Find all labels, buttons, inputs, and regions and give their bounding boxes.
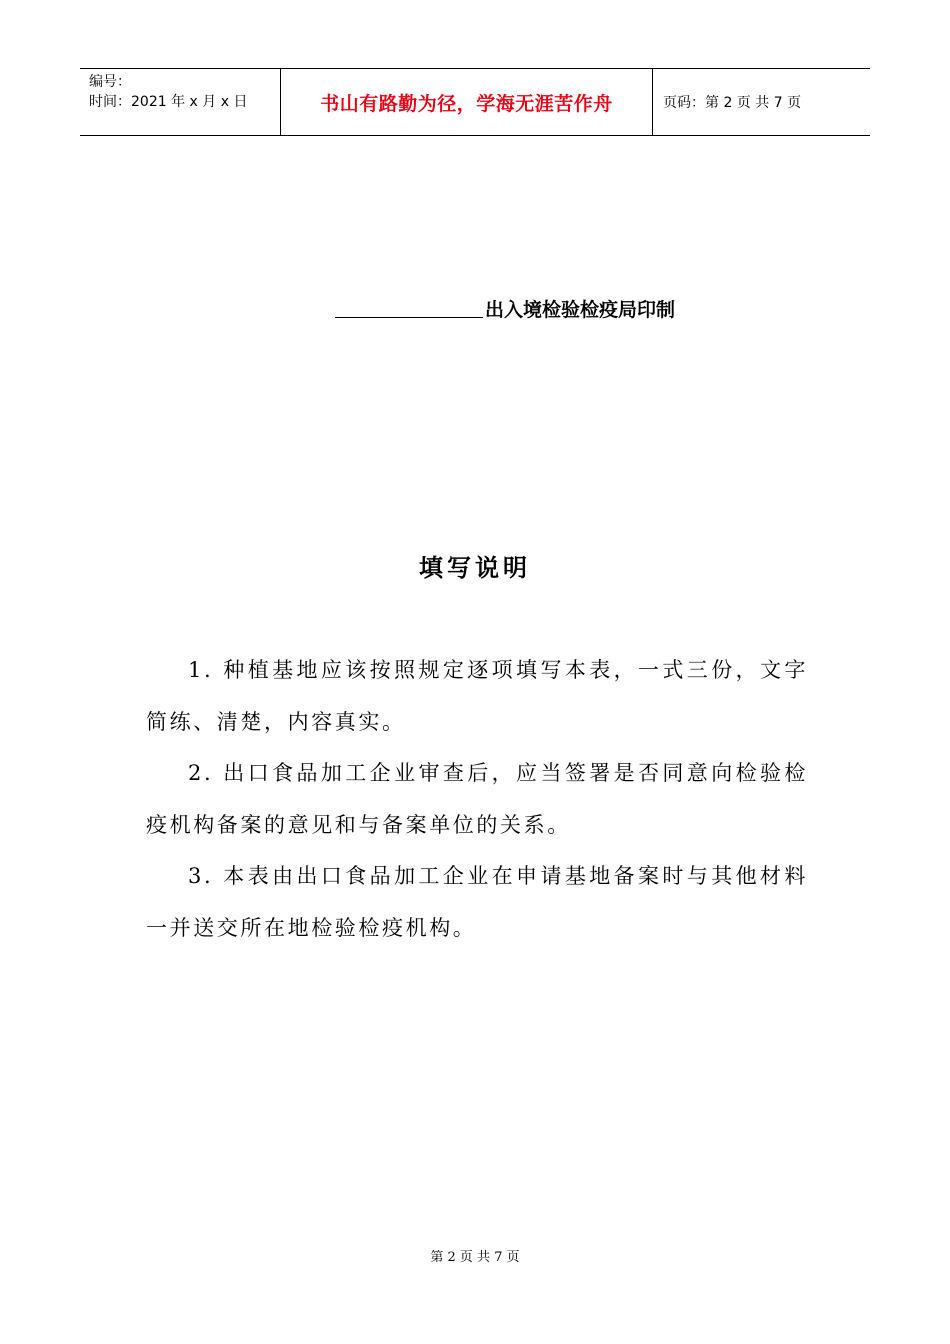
blank-fill-line	[335, 317, 483, 318]
document-number-label: 编号：	[89, 74, 131, 90]
header-meta-cell	[80, 69, 281, 135]
printed-by-text: 出入境检验检疫局印制	[485, 299, 676, 321]
page-footer: 第 2 页 共 7 页	[430, 1250, 520, 1265]
header-motto: 书山有路勤为径，学海无涯苦作舟	[281, 69, 653, 135]
document-time-label: 时间：2021 年 x 月 x 日	[89, 94, 248, 110]
header-page-info: 页码：第 2 页 共 7 页	[663, 95, 802, 111]
instruction-item-3: 3. 本表由出口食品加工企业在申请基地备案时与其他材料一并送交所在地检验检疫机构。	[146, 864, 808, 940]
instruction-item-2: 2. 出口食品加工企业审查后，应当签署是否同意向检验检疫机构备案的意见和与备案单位的关系。	[146, 761, 808, 837]
instruction-item-1: 1. 种植基地应该按照规定逐项填写本表，一式三份，文字简练、清楚，内容真实。	[146, 658, 808, 734]
instructions-title: 填写说明	[419, 553, 531, 582]
page-header	[80, 68, 870, 136]
printed-by-line	[335, 292, 675, 322]
